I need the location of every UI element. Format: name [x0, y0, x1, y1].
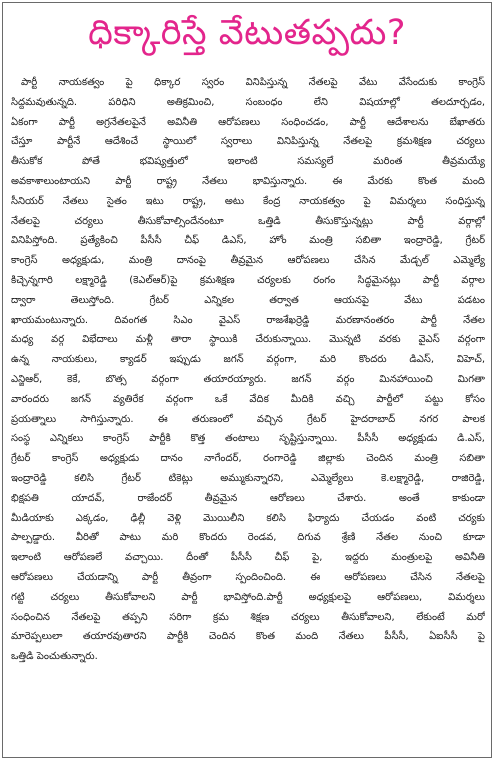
- article-line: భిక్షపతి యాదవ్, రాజేందర్ తీవ్రమైన ఆరోణలు చేశారు. అంతే కాకుండా: [11, 492, 485, 504]
- article-line: ఖాయమంటున్నారు. దివంగత సిఎం వైఎస్ రాజశేఖర్రెడ్డి మరణానంతరం పార్టీ నేతల: [11, 314, 485, 326]
- article-line: పార్టీ నాయకత్వం పై ధిక్కార స్వరం వినిపిస్తున్న నేతలపై వేటు వేసేందుకు కాంగ్రెస్: [21, 77, 485, 88]
- article-line: వారందరు జగన్ వ్యతిరేక వర్గంగా ఒకే వేదిక మీదికి వచ్చి పార్టీలో పట్టు కోసం: [11, 393, 485, 405]
- article-line: ఆరోపణలు చేయడాన్ని పార్టీ తీవ్రంగా స్పందించింది. ఈ ఆరోపణలు చేసిన నేతలపై: [11, 571, 485, 583]
- article-line: కిచ్చెన్నగారి లక్ష్మారెడ్డి (కెఎల్ఆర్)పై క్రమశిక్షణ చర్యలకు రంగం సిద్ధమైనట్లు పార్టీ వర్గాల: [11, 274, 485, 286]
- article-line: ఇంద్రారెడ్డి కలిసి గ్రేటర్ టికెట్లు అమ్ముకున్నారని, ఎమ్మెల్యేలు కె.లక్ష్మారెడ్డి, రాజిరెడ్డి,: [11, 472, 485, 484]
- article-line: అవకాశాలుంటాయని పార్టీ రాష్ట్ర నేతలు భావిస్తున్నారు. ఈ మేరకు కొంత మంది: [11, 175, 485, 187]
- article-line: సీనియర్ నేతలు సైతం ఇటు రాష్ట్ర, అటు కేంద్ర నాయకత్వం పై విమర్శలు సంధిస్తున్న: [11, 195, 485, 207]
- article-line: ఇలాంటి ఆరోపణలే వచ్చాయి. దీంతో పీసీసీ చీఫ్ పై, ఇద్దరు మంత్రులపై అవినీతి: [11, 552, 485, 564]
- article-line: సిద్దమవుతున్నది. పరిధిని అతిక్రమించి, సంబంధం లేని విషయాల్లో తలదూర్చడం,: [11, 96, 485, 108]
- article-line: తీసుకోక పోతే భవిష్యత్తులో ఇలాంటి సమస్యలే మరింత తీవ్రమయ్యే: [11, 156, 485, 168]
- article-line: మీడియాకు ఎక్కడం, ఢిల్లీ వెళ్లి మొయిలీని కలిసి ఫిర్యాదు చేయడం వంటి చర్యకు: [11, 512, 485, 524]
- article-line: ద్వారా తెలుస్తోంది. గ్రేటర్ ఎన్నికల తర్వాత ఆయనపై వేటు పడటం: [11, 294, 485, 306]
- article-line: గ్రేటర్ కాంగ్రెస్ అధ్యక్షుడు దానం నాగేందర్, రంగారెడ్డి జిల్లాకు చెందిన మంత్రి సబితా: [11, 453, 485, 465]
- article-line: ఎన్జిఆర్, కెకే, బొత్స వర్గంగా తయారయ్యారు. జగన్ వర్గం మినహాయించి మిగతా: [11, 373, 485, 385]
- article-line: ప్రయత్నాలు సాగిస్తున్నారు. ఈ తరుణంలో వచ్చిన గ్రేటర్ హైదరాబాద్ నగర పాలక: [11, 413, 485, 425]
- article-headline: ధిక్కారిస్తే వేటుతప్పదు?: [88, 13, 406, 53]
- article-line: పాల్పడ్డారు. వీరితో పాటు మరి కొందరు రెండవ, దిగువ శ్రేణి నేతల నుంచి కూడా: [11, 532, 485, 544]
- article-line: సంధించిన నేతలపై తప్పని సరిగా క్రమ శిక్షణ చర్యలు తీసుకోవాలని, లేకుంటే మరో: [11, 611, 485, 623]
- article-line: మారెప్పలులా తయారవుతారని పార్టీకి చెందిన కొంత మంది నేతలు పీసీసీ, ఏఐసీసీ పై: [11, 631, 485, 643]
- article-line: గట్టి చర్యలు తీసుకోవాలని పార్టీ భావిస్తోంది.పార్టీ అధ్యక్షులపై ఆరోపణలు, విమర్శలు: [11, 591, 485, 603]
- news-article: [2, 2, 492, 758]
- article-line: ఏకంగా పార్టీ అగ్రనేతలపైనే అవినీతి ఆరోపణలు సంధించడం, పార్టీ ఆదేశాలను బేఖాతరు: [11, 116, 485, 128]
- article-line: ఒత్తిడి పెంచుతున్నారు.: [11, 651, 98, 663]
- article-body: [11, 73, 485, 667]
- article-line: వినిపిస్తోంది. ప్రత్యేకించి పీసీసీ చీఫ్ డిఎస్, హోం మంత్రి సబితా ఇంద్రారెడ్డి, గ్రేటర్: [11, 235, 485, 247]
- article-line: మధ్య వర్గ విభేదాలు మళ్లీ తారా స్థాయికి చేరుకున్నాయి. మొన్నటి వరకు వైఎస్ వర్గంగా: [11, 334, 485, 346]
- article-line: నేతలపై చర్యలు తీసుకోవాల్సిందేనంటూ ఒత్తిడి తీసుకొస్తున్నట్లు పార్టీ వర్గాల్లో: [11, 215, 485, 227]
- article-line: సంస్థ ఎన్నికలు కాంగ్రెస్ పార్టీకి కొత్త తంటాలు సృష్టిస్తున్నాయి. పీసీసీ అధ్యక్షుడు డి.ఎస్,: [11, 433, 485, 445]
- article-line: కాంగ్రెస్ అధ్యక్షుడు, మంత్రి దానంపై తీవ్రమైన ఆరోపణలు చేసిన మేడ్చల్ ఎమ్మెల్యే: [11, 255, 485, 267]
- article-line: చేస్తూ పార్టీనే ఆదేశించే స్థాయిలో స్వరాలు వినిపిస్తున్న నేతలపై క్రమశిక్షణ చర్యలు: [11, 136, 485, 148]
- article-line: ఉన్న నాయకులు, క్యాడర్ ఇప్పుడు జగన్ వర్గంగా, మరి కొందరు డిఎస్, విహెచ్,: [11, 354, 485, 366]
